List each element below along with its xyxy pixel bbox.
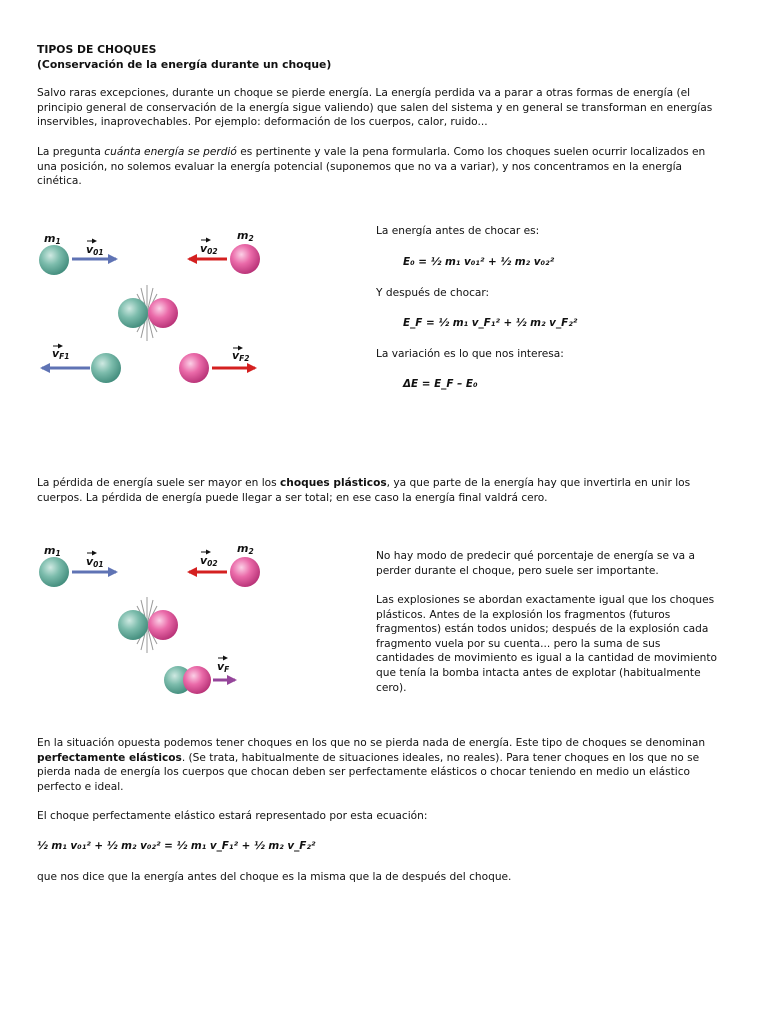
ball-m2-collision: [148, 298, 178, 328]
elastic-text-start: En la situación opuesta podemos tener choques en los que no se pierda nada de energía. Este tipo de choques se denominan: [37, 737, 706, 749]
elastic-text-end: . (Se trata, habitualmente de situaciones ideales, no reales). Para tener choques en los que no se pierda nada de energía los cuerpos que chocan deben ser perfectamente elásticos o chocar teniendo en medio un elástico perfecto e ideal.: [37, 751, 700, 793]
ball-m2-collision: [148, 610, 178, 640]
label-m1: m1: [44, 232, 61, 246]
label-vf1: vF1: [52, 347, 70, 361]
energy-before-label: La energía antes de chocar es:: [376, 225, 540, 237]
ball-m1: [39, 245, 69, 275]
label-m1: m1: [44, 544, 61, 558]
energy-variation-label: La variación es lo que nos interesa:: [376, 348, 564, 360]
collision-diagram-1: [30, 222, 270, 392]
equation-energy-after: E_F = ½ m₁ v_F₁² + ½ m₂ v_F₂²: [403, 317, 578, 329]
ball-m2-after: [179, 353, 209, 383]
title-line-2: (Conservación de la energía durante un choque): [37, 57, 332, 71]
equation-elastic: ½ m₁ v₀₁² + ½ m₂ v₀₂² = ½ m₁ v_F₁² + ½ m₂ v_F₂²: [37, 840, 316, 852]
label-m2: m2: [237, 229, 254, 243]
intro-paragraph-2: [37, 145, 727, 189]
ball-m1-collision: [118, 298, 148, 328]
label-vf: vF: [217, 660, 230, 674]
page-title: [37, 43, 331, 72]
label-v01: v01: [86, 555, 104, 569]
ball-m2: [230, 244, 260, 274]
elastic-bold: perfectamente elásticos: [37, 751, 182, 764]
intro-p2-text-start: La pregunta: [37, 146, 105, 158]
ball-m2: [230, 557, 260, 587]
label-m2: m2: [237, 542, 254, 556]
ball-m2-joined: [183, 666, 211, 694]
side-paragraph-1: No hay modo de predecir qué porcentaje de energía se va a perder durante el choque, pero suele ser importante.: [376, 550, 695, 577]
equation-energy-before: E₀ = ½ m₁ v₀₁² + ½ m₂ v₀₂²: [403, 256, 555, 268]
energy-after-label: Y después de chocar:: [376, 287, 490, 299]
intro-paragraph-1: Salvo raras excepciones, durante un choque se pierde energía. La energía perdida va a parar a otras formas de energía (el principio general de conservación de la energía sigue valiendo) que salen del sistema y en general se transforman en energías inservibles, inaprovechables. Por ejemplo: deformación de los cuerpos, calor, ruido...: [37, 87, 713, 129]
elastic-equation-intro: El choque perfectamente elástico estará representado por esta ecuación:: [37, 810, 428, 822]
intro-p2-italic: cuánta energía se perdió: [104, 146, 237, 158]
elastic-conclusion: que nos dice que la energía antes del choque es la misma que la de después del choque.: [37, 871, 512, 883]
plastic-text-end: , ya que parte de la energía hay que invertirla en unir los cuerpos. La pérdida de energía puede llegar a ser total; en ese caso la energía final valdrá cero.: [37, 477, 691, 504]
title-line-1: TIPOS DE CHOQUES: [37, 43, 157, 56]
plastic-paragraph: [37, 476, 727, 505]
elastic-paragraph: [37, 736, 727, 794]
equation-energy-delta: ΔE = E_F – E₀: [403, 378, 478, 390]
side-paragraph-2: Las explosiones se abordan exactamente igual que los choques plásticos. Antes de la explosión los fragmentos (futuros fragmentos) están todos unidos; después de la explosión cada fragmento vuela por su cuenta... pero la suma de sus cantidades de movimiento es igual a la cantidad de movimiento que tenía la bomba intacta antes de explotar (habitualmente cero).: [376, 594, 718, 694]
label-v02: v02: [200, 554, 218, 568]
plastic-text-start: La pérdida de energía suele ser mayor en los: [37, 477, 281, 489]
collision-diagram-2: [30, 535, 270, 700]
ball-m1-after: [91, 353, 121, 383]
ball-m1-collision: [118, 610, 148, 640]
label-vf2: vF2: [232, 349, 250, 363]
ball-m1: [39, 557, 69, 587]
plastic-bold: choques plásticos: [280, 477, 387, 489]
label-v02: v02: [200, 242, 218, 256]
intro-p2-text-end: es pertinente y vale la pena formularla. Como los choques suelen ocurrir localizados en una posición, no solemos evaluar la energía potencial (suponemos que no va a variar), y nos concentramos en la energía cinética.: [37, 146, 706, 188]
label-v01: v01: [86, 243, 104, 257]
